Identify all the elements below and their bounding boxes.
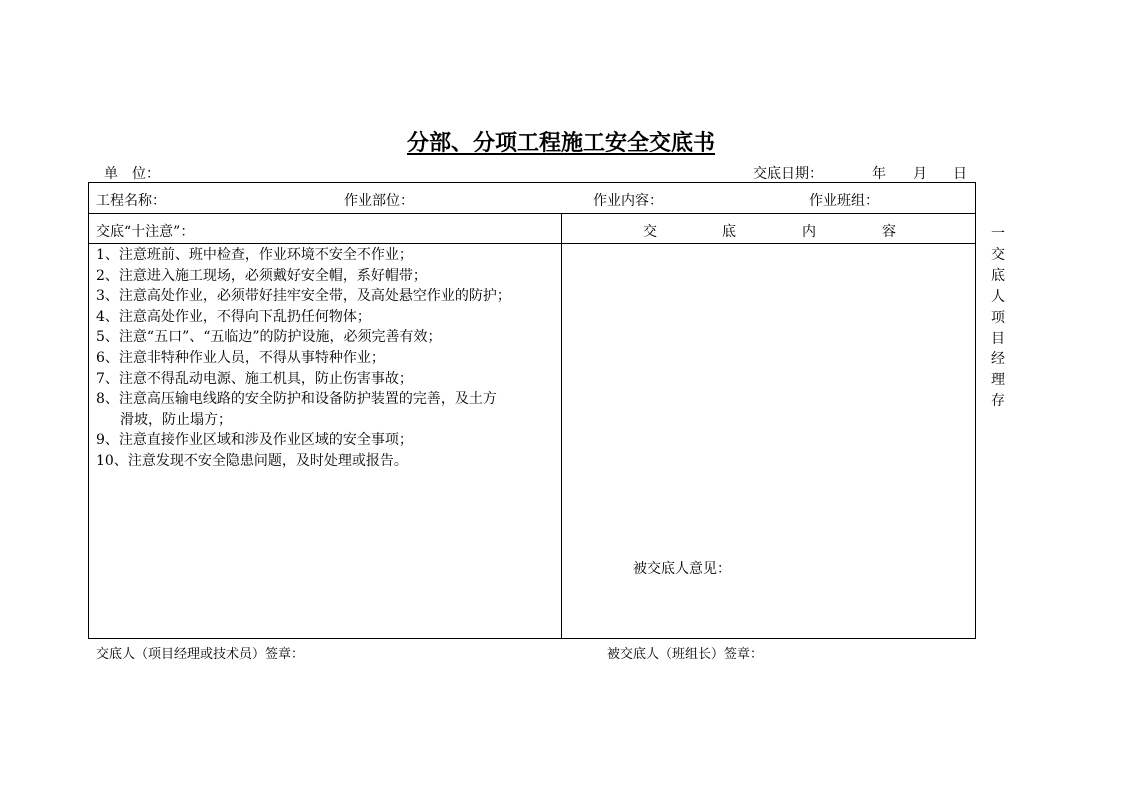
note-text: 9、注意直接作业区域和涉及作业区域的安全事项；	[96, 432, 413, 449]
list-item	[96, 451, 556, 472]
content-header-char-3: 内	[802, 224, 816, 240]
side-char: 交	[991, 246, 1005, 263]
date-year: 年	[872, 166, 886, 182]
list-item	[96, 245, 556, 266]
note-text: 3、注意高处作业，必须带好挂牢安全带，及高处悬空作业的防护；	[96, 288, 511, 305]
list-item	[96, 327, 556, 348]
list-item	[96, 369, 556, 390]
work-team-field: 作业班组：	[809, 193, 879, 209]
safety-notes-list	[96, 245, 556, 472]
side-vertical-text	[987, 224, 1009, 412]
content-header-char-2: 底	[722, 224, 736, 240]
work-part-field: 作业部位：	[344, 193, 414, 209]
note-text: 1、注意班前、班中检查，作业环境不安全不作业；	[96, 247, 413, 263]
document-title: 分部、分项工程施工安全交底书	[406, 130, 715, 156]
side-char: 一	[991, 226, 1005, 242]
list-item	[96, 266, 556, 287]
ten-notes-label: 交底“十注意”：	[96, 224, 195, 240]
note-text-continued: 滑坡，防止塌方；	[120, 411, 232, 428]
receiver-signature-label: 被交底人（班组长）签章：	[607, 647, 764, 662]
list-item	[96, 348, 556, 369]
side-char: 底	[991, 267, 1005, 284]
note-text: 7、注意不得乱动电源、施工机具，防止伤害事故；	[96, 370, 413, 387]
unit-label: 单 位：	[104, 166, 160, 182]
note-text: 5、注意“五口”、“五临边”的防护设施，必须完善有效；	[96, 329, 442, 346]
note-text: 4、注意高处作业，不得向下乱扔任何物体；	[96, 308, 371, 325]
date-label: 交底日期：	[753, 166, 823, 182]
note-text: 10、注意发现不安全隐患问题，及时处理或报告。	[96, 452, 408, 469]
date-month: 月	[913, 166, 927, 182]
table-divider-row1	[88, 213, 976, 214]
content-header-char-1: 交	[643, 224, 657, 240]
note-text: 6、注意非特种作业人员，不得从事特种作业；	[96, 349, 385, 366]
side-char: 理	[991, 372, 1005, 389]
list-item	[96, 430, 556, 451]
list-item	[96, 286, 556, 307]
side-char: 人	[991, 288, 1005, 305]
side-char: 经	[991, 351, 1005, 368]
list-item	[96, 389, 556, 430]
side-char: 项	[991, 309, 1005, 326]
note-text: 8、注意高压输电线路的安全防护和设备防护装置的完善，及土方	[96, 391, 497, 408]
table-column-divider	[561, 213, 562, 639]
giver-signature-label: 交底人（项目经理或技术员）签章：	[96, 647, 305, 662]
note-text: 2、注意进入施工现场，必须戴好安全帽，系好帽带；	[96, 267, 427, 284]
list-item	[96, 307, 556, 328]
content-header-char-4: 容	[882, 224, 896, 240]
side-char: 目	[991, 330, 1005, 347]
table-divider-row2	[88, 243, 976, 244]
date-day: 日	[953, 166, 967, 182]
recipient-opinion-label: 被交底人意见：	[633, 561, 731, 577]
work-content-field: 作业内容：	[593, 193, 663, 209]
side-char: 存	[991, 393, 1005, 410]
project-name-field: 工程名称：	[96, 193, 166, 209]
